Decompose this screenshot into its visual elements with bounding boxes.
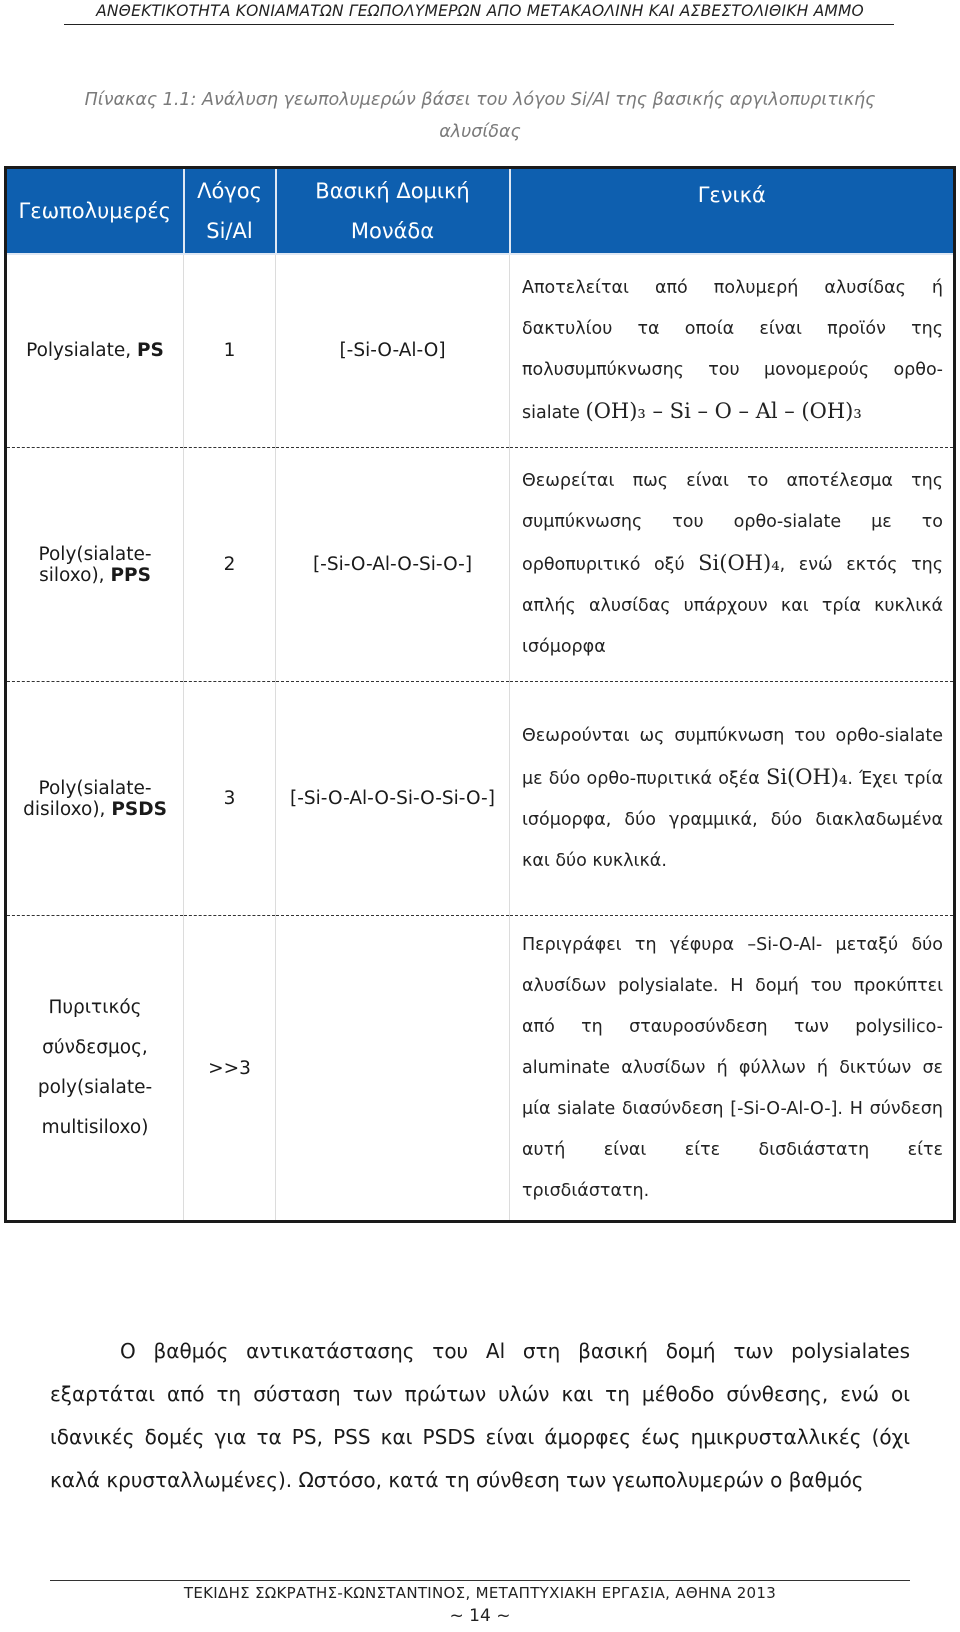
header-ratio <box>184 168 276 254</box>
table-row <box>6 254 955 448</box>
row-name-text: Poly(sialate-disiloxo), <box>23 777 152 820</box>
table-row <box>6 682 955 916</box>
row-unit: [-Si-O-Al-O] <box>276 254 510 448</box>
formula-orthosilicic-acid: Si(OH)₄ <box>765 764 848 789</box>
body-paragraph-text: Ο βαθμός αντικατάστασης του Al στη βασική δομή των polysialates εξαρτάται από τη σύσταση των πρώτων υλών και τη μέθοδο σύνθεσης, ενώ οι ιδανικές δομές για τα PS, PSS και PSDS είναι άμορφες έως ημικρυσταλλικές (όχι καλά κρυσταλλωμένες). Ωστόσο, κατά τη σύνθεση των γεωπολυμερών ο βαθμός <box>50 1339 910 1492</box>
row-general <box>510 254 955 448</box>
table-caption <box>60 84 900 148</box>
row-ratio: >>3 <box>184 916 276 1222</box>
row-ratio: 2 <box>184 448 276 682</box>
row-name <box>6 254 184 448</box>
footer-rule <box>50 1580 910 1581</box>
body-paragraph <box>50 1330 910 1502</box>
caption-label: Πίνακας 1.1: <box>84 90 197 110</box>
row-general-text-after: . Έχει τρία ισόμορφα, δύο γραμμικά, δύο διακλαδωμένα και δύο κυκλικά. <box>522 768 943 871</box>
formula-ortho-sialate: (OH)₃ – Si – O – Al – (OH)₃ <box>585 398 862 423</box>
header-ratio-line2: Si/Al <box>206 218 253 243</box>
caption-text: Ανάλυση γεωπολυμερών βάσει του λόγου Si/Al της βασικής αργιλοπυριτικής αλυσίδας <box>202 90 876 142</box>
table-row <box>6 916 955 1222</box>
row-name-abbrev: PPS <box>110 564 151 586</box>
row-name-text: Poly(sialate-siloxo), <box>38 543 152 586</box>
row-name-abbrev: PS <box>137 340 164 362</box>
row-general-text: Θεωρείται πως είναι το αποτέλεσμα της συμπύκνωσης του ορθο-sialate με το ορθοπυριτικό οξύ <box>522 471 943 575</box>
row-general <box>510 682 955 916</box>
row-general-text: Αποτελείται από πολυμερή αλυσίδας ή δακτυλίου τα οποία είναι προϊόν της πολυσυμπύκνωσης του μονομερούς ορθο-sialate <box>522 277 943 423</box>
row-ratio: 1 <box>184 254 276 448</box>
row-unit: [-Si-O-Al-O-Si-O-Si-O-] <box>276 682 510 916</box>
table-header-row <box>6 168 955 254</box>
row-general-text-after: , ενώ εκτός της απλής αλυσίδας υπάρχουν και τρία κυκλικά ισόμορφα <box>522 555 943 657</box>
header-structural-unit <box>276 168 510 254</box>
row-general: Περιγράφει τη γέφυρα –Si-O-Al- μεταξύ δύο αλυσίδων polysialate. Η δομή του προκύπτει από τη σταυροσύνδεση των polysilico-aluminate αλυσίδων ή φύλλων ή δικτύων σε μία sialate διασύνδεση [-Si-O-Al-O-]. Η σύνδεση αυτή είναι είτε δισδιάστατη είτε τρισδιάστατη. <box>510 916 955 1222</box>
row-name <box>6 682 184 916</box>
footer: ΤΕΚΙΔΗΣ ΣΩΚΡΑΤΗΣ-ΚΩΝΣΤΑΝΤΙΝΟΣ, ΜΕΤΑΠΤΥΧΙΑΚΗ ΕΡΓΑΣΙΑ, ΑΘΗΝΑ 2013 <box>183 1584 777 1602</box>
geopolymer-table <box>4 166 956 1223</box>
header-ratio-line1: Λόγος <box>197 178 262 203</box>
row-general-text: Θεωρούνται ως συμπύκνωση του ορθο-sialate με δύο ορθο-πυριτικά οξέα <box>522 725 943 789</box>
row-name <box>6 448 184 682</box>
row-general <box>510 448 955 682</box>
formula-orthosilicic-acid: Si(OH)₄ <box>698 551 780 575</box>
header-unit-line1: Βασική Δομική <box>315 178 470 203</box>
page-number: ~ 14 ~ <box>449 1606 511 1626</box>
header-unit-line2: Μονάδα <box>350 218 435 243</box>
row-ratio: 3 <box>184 682 276 916</box>
table-row <box>6 448 955 682</box>
row-name-text: Πυριτικός σύνδεσμος, poly(sialate-multisiloxo) <box>37 997 153 1138</box>
row-name <box>6 916 184 1222</box>
row-name-text: Polysialate, <box>26 340 132 362</box>
header-rule <box>64 24 894 25</box>
header-general: Γενικά <box>510 168 955 254</box>
header-geopolymer: Γεωπολυμερές <box>6 168 184 254</box>
row-unit <box>276 916 510 1222</box>
running-header: ΑΝΘΕΚΤΙΚΟΤΗΤΑ ΚΟΝΙΑΜΑΤΩΝ ΓΕΩΠΟΛΥΜΕΡΩΝ ΑΠΟ ΜΕΤΑΚΑΟΛΙΝΗ ΚΑΙ ΑΣΒΕΣΤΟΛΙΘΙΚΗ ΑΜΜΟ <box>96 2 864 20</box>
row-unit: [-Si-O-Al-O-Si-O-] <box>276 448 510 682</box>
row-name-abbrev: PSDS <box>111 798 167 820</box>
